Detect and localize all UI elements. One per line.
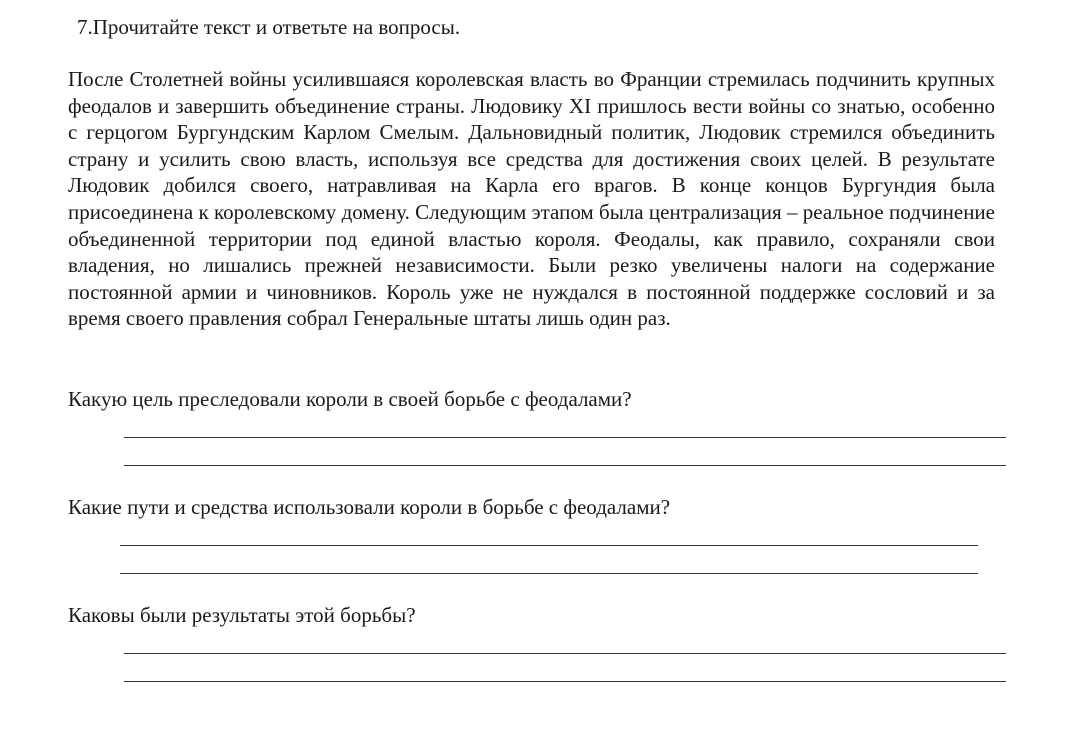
reading-passage: После Столетней войны усилившаяся королевская власть во Франции стремилась подчинить крупных феодалов и завершить объединение страны. Людовику XI пришлось вести войны со знатью, особенно с герцогом Бургундским Карлом Смелым. Дальновидный политик, Людовик стремился объединить страну и усилить свою власть, используя все средства для достижения своих целей. В результате Людовик добился своего, натравливая на Карла его врагов. В конце концов Бургундия была присоединена к королевскому домену. Следующим этапом была централизация – реальное подчинение объединенной территории под единой властью короля. Феодалы, как правило, сохраняли свои владения, но лишались прежней независимости. Были резко увеличены налоги на содержание постоянной армии и чиновников. Король уже не нуждался в постоянной поддержке сословий и за время своего правления собрал Генеральные штаты лишь один раз. bbox=[68, 67, 995, 331]
answer-line-1a bbox=[124, 437, 1006, 438]
question-3: Каковы были результаты этой борьбы? bbox=[68, 603, 416, 627]
question-1: Какую цель преследовали короли в своей борьбе с феодалами? bbox=[68, 387, 632, 411]
answer-line-1b bbox=[124, 465, 1006, 466]
answer-line-2b bbox=[120, 573, 978, 574]
task-title: 7.Прочитайте текст и ответьте на вопросы. bbox=[77, 15, 461, 39]
answer-line-2a bbox=[120, 545, 978, 546]
answer-line-3b bbox=[124, 681, 1006, 682]
question-2: Какие пути и средства использовали короли в борьбе с феодалами? bbox=[68, 495, 671, 519]
answer-line-3a bbox=[124, 653, 1006, 654]
